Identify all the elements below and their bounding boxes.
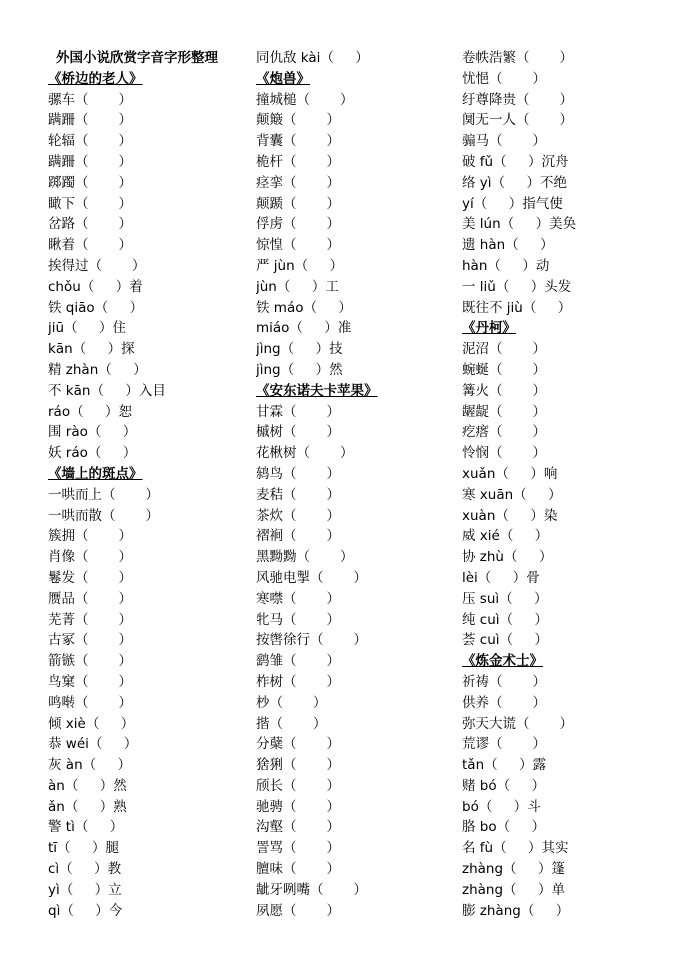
vocab-item: 芜菁（ ） [48,611,133,628]
vocab-item: 簇拥（ ） [48,528,133,545]
section-heading: 《炼金术士》 [462,653,543,670]
column-1 [48,48,248,921]
vocab-item: 柞树（ ） [256,673,341,690]
vocab-item: 一哄而散（ ） [48,507,160,524]
vocab-item: 不 kān（ ）入目 [48,382,166,399]
vocab-item: tī（ ）腿 [48,840,120,857]
vocab-item: 纡尊降贵（ ） [462,91,574,108]
vocab-item: 杪（ ） [256,694,327,711]
vocab-item: 蹒跚（ ） [48,112,133,129]
vocab-item: 祈祷（ ） [462,673,547,690]
vocab-item: 弥天大谎（ ） [462,715,574,732]
vocab-item: 遗 hàn（ ） [462,237,554,254]
worksheet-title: 外国小说欣赏字音字形整理 [56,50,218,66]
vocab-item: 倾 xiè（ ） [48,715,135,732]
vocab-item: zhàng（ ）篷 [462,861,565,878]
vocab-item: 严 jùn（ ） [256,257,344,274]
vocab-item: 骡车（ ） [48,91,133,108]
vocab-item: 岔路（ ） [48,216,133,233]
vocab-item: 膨 zhàng（ ） [462,902,570,919]
vocab-item: 卷帙浩繁（ ） [462,50,574,66]
vocab-item: qì（ ）今 [48,902,123,919]
vocab-item: 撞城槌（ ） [256,91,354,108]
section-heading: 《丹柯》 [462,320,516,337]
vocab-item: 荒谬（ ） [462,736,547,753]
vocab-item: cì（ ）教 [48,861,122,878]
vocab-item: 赝品（ ） [48,590,133,607]
vocab-item: jùn（ ）工 [256,278,339,295]
vocab-item: 挨得过（ ） [48,257,146,274]
section-heading: 《墙上的斑点》 [48,465,143,482]
vocab-item: 供养（ ） [462,694,547,711]
vocab-item: 胳 bo（ ） [462,819,546,836]
vocab-item: yí（ ）指气使 [462,195,563,212]
vocab-item: 茶炊（ ） [256,507,341,524]
vocab-item: 黑黝黝（ ） [256,549,354,566]
vocab-item: 槭树（ ） [256,424,341,441]
vocab-item: jìng（ ）技 [256,341,343,358]
vocab-item: 怜悯（ ） [462,445,547,462]
vocab-item: 络 yì（ ）不绝 [462,174,567,191]
vocab-item: 赌 bó（ ） [462,777,546,794]
vocab-item: 鸣啭（ ） [48,694,133,711]
vocab-item: 一哄而上（ ） [48,486,160,503]
vocab-item: 龇牙咧嘴（ ） [256,881,368,898]
vocab-item: 铁 máo（ ） [256,299,352,316]
vocab-item: ǎn（ ）熟 [48,798,127,815]
vocab-item: 铁 qiāo（ ） [48,299,144,316]
vocab-item: 警 tì（ ） [48,819,124,836]
vocab-item: 忧悒（ ） [462,70,547,87]
vocab-item: yì（ ）立 [48,881,122,898]
vocab-item: 泥沼（ ） [462,341,547,358]
column-3 [462,48,672,921]
vocab-item: xuǎn（ ）响 [462,465,558,482]
vocab-item: 鹞雏（ ） [256,653,341,670]
vocab-item: 揩（ ） [256,715,327,732]
vocab-item: miáo（ ）准 [256,320,352,337]
column-2 [256,48,452,921]
vocab-item: 古冢（ ） [48,632,133,649]
vocab-item: 詈骂（ ） [256,840,341,857]
vocab-item: 背囊（ ） [256,133,341,150]
vocab-item: 轮辐（ ） [48,133,133,150]
vocab-item: 美 lún（ ）美奂 [462,216,577,233]
vocab-item: 分蘖（ ） [256,736,341,753]
vocab-item: 妖 ráo（ ） [48,445,137,462]
vocab-item: 寒 xuān（ ） [462,486,562,503]
vocab-item: 龌龊（ ） [462,403,547,420]
vocab-item: 协 zhù（ ） [462,549,553,566]
vocab-item: 荟 cuì（ ） [462,632,548,649]
vocab-item: 纯 cuì（ ） [462,611,548,628]
vocab-item: 驰骋（ ） [256,798,341,815]
vocab-item: 颠踬（ ） [256,195,341,212]
vocab-item: 肖像（ ） [48,549,133,566]
vocab-item: 甘霖（ ） [256,403,341,420]
vocab-item: 夙愿（ ） [256,902,341,919]
vocab-item: 鸟窠（ ） [48,673,133,690]
vocab-item: 围 rào（ ） [48,424,137,441]
vocab-item: 按辔徐行（ ） [256,632,368,649]
vocab-item: 疙瘩（ ） [462,424,547,441]
vocab-item: hàn（ ）动 [462,257,550,274]
vocab-item: 惊惶（ ） [256,237,341,254]
vocab-item: 猞猁（ ） [256,757,341,774]
vocab-item: 威 xié（ ） [462,528,549,545]
vocab-item: 瞅着（ ） [48,237,133,254]
vocab-item: 桅杆（ ） [256,153,341,170]
vocab-item: jiū（ ）住 [48,320,127,337]
vocab-item: 精 zhàn（ ） [48,361,147,378]
vocab-item: chǒu（ ）着 [48,278,143,295]
vocab-item: 篝火（ ） [462,382,547,399]
vocab-item: ráo（ ）恕 [48,403,133,420]
vocab-item: 一 liǔ（ ）头发 [462,278,572,295]
vocab-item: 灰 àn（ ） [48,757,132,774]
vocab-item: àn（ ）然 [48,777,127,794]
vocab-item: 鬈发（ ） [48,569,133,586]
vocab-item: bó（ ）斗 [462,798,541,815]
vocab-item: 褶裥（ ） [256,528,341,545]
vocab-item: 瞰下（ ） [48,195,133,212]
vocab-item: 麦秸（ ） [256,486,341,503]
vocab-item: xuàn（ ）染 [462,507,558,524]
section-heading: 《安东诺夫卡苹果》 [256,382,378,399]
vocab-item: 俘虏（ ） [256,216,341,233]
vocab-item: zhàng（ ）单 [462,881,565,898]
vocab-item: 压 suì（ ） [462,590,548,607]
vocab-item: 蹒跚（ ） [48,153,133,170]
vocab-item: 颠簸（ ） [256,112,341,129]
vocab-item: 风驰电掣（ ） [256,569,368,586]
vocab-item: 名 fù（ ）其实 [462,840,569,857]
vocab-item: 阒无一人（ ） [462,112,574,129]
vocab-item: lèi（ ）骨 [462,569,540,586]
vocab-item: tǎn（ ）露 [462,757,547,774]
vocab-item: 牝马（ ） [256,611,341,628]
vocab-item: 恭 wéi（ ） [48,736,138,753]
vocab-item: 花楸树（ ） [256,445,354,462]
vocab-item: 踯躅（ ） [48,174,133,191]
vocab-item: 膻味（ ） [256,861,341,878]
vocab-item: 破 fǔ（ ）沉舟 [462,153,569,170]
vocab-item: jìng（ ）然 [256,361,343,378]
vocab-item: 鸫鸟（ ） [256,465,341,482]
vocab-item: 蜿蜒（ ） [462,361,547,378]
vocab-item: 骟马（ ） [462,133,547,150]
vocab-item: kān（ ）探 [48,341,135,358]
vocab-item: 颀长（ ） [256,777,341,794]
vocab-item: 同仇敌 kài（ ） [256,50,369,66]
vocab-item: 箭镞（ ） [48,653,133,670]
vocab-item: 既往不 jiù（ ） [462,299,572,316]
section-heading: 《桥边的老人》 [48,70,143,87]
vocab-item: 沟壑（ ） [256,819,341,836]
vocab-item: 寒噤（ ） [256,590,341,607]
vocab-item: 痉挛（ ） [256,174,341,191]
section-heading: 《炮兽》 [256,70,310,87]
